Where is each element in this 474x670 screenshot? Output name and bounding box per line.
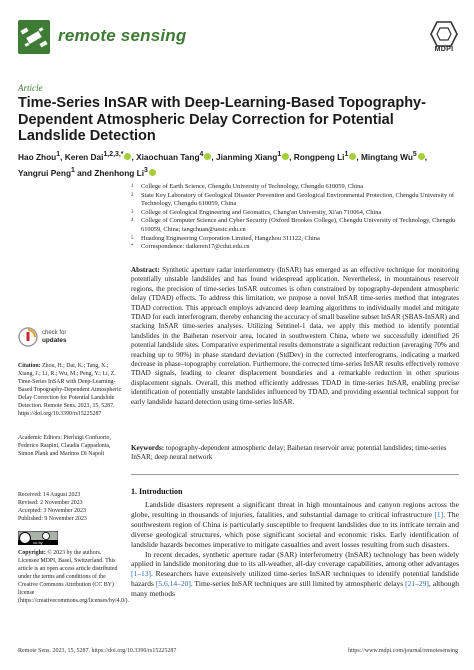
academic-editors: Academic Editors: Pierluigi Confuorto, Federico Raspini, Claudia Cappadonia, Simon Plank and Marinos Di Napoli bbox=[18, 435, 111, 457]
affiliation: 3 College of Geological Engineering and Geomatics, Chang'an University, Xi'an 710064, China bbox=[131, 208, 382, 216]
journal-name: remote sensing bbox=[58, 26, 187, 45]
affiliation: 2 State Key Laboratory of Geological Disaster Prevention and Geological Environmental Protection, Chengdu University of Technology, Chengdu 610059, China bbox=[131, 191, 455, 208]
check-updates-icon bbox=[18, 327, 38, 347]
abstract-label: Abstract: bbox=[131, 266, 160, 274]
author[interactable]: Yangrui Peng$^1$ bbox=[18, 166, 75, 178]
author[interactable]: Hao Zhou$^1$ bbox=[18, 151, 61, 162]
remote-sensing-logo-icon bbox=[18, 20, 50, 54]
author[interactable]: Xiaochuan Tang$^4$ bbox=[136, 152, 211, 162]
abstract-text: Synthetic aperture radar interferometry (InSAR) has emerged as an effective technique for monitoring potentially unstable landslides and has found widespread application. Nevertheless, in mountainous reservoir regions, the precision of time-series InSAR outcomes is often constrained by topography-dependent atmospheric delay (TDAD) effects. To address this limitation, we propose a novel InSAR time-series method that integrates TDAD correction. This approach employs advanced deep learning algorithms to individually model and mitigate TDAD for each interferogram, thereby enhancing the accuracy of small baseline subset InSAR (SBAS-InSAR) and stacking InSAR time-series analyses. Utilizing Sentinel-1 data, we apply this method to identify potential landslides in the Baihetan reservoir area, located in southwestern China, where we successfully identified 26 potential landslide sites. Comparative experimental results demonstrate a significant reduction (averaging 70% and reaching up to 90%) in phase standard deviation (StdDev) in the corrected interferograms, indicating a marked decrease in phase–topography correlation. Furthermore, the corrected time-series InSAR results effectively remove TDAD signals, leading to clearer displacement boundaries and a remarkable reduction in other spurious displacement signals. Overall, this method efficiently addresses TDAD in time-series InSAR, enabling precise identification of potentially unstable landslides influenced by TDAD, and providing essential technical support for early landslide hazard detection using time-series InSAR. bbox=[131, 266, 459, 406]
citation-label: Citation: bbox=[18, 363, 41, 369]
copyright-notice bbox=[18, 549, 129, 605]
check-updates-label: check for updates bbox=[42, 329, 67, 344]
orcid-icon[interactable] bbox=[149, 169, 156, 176]
affiliations bbox=[131, 183, 461, 252]
citation-block bbox=[18, 362, 122, 418]
orcid-icon[interactable] bbox=[349, 153, 356, 160]
paragraph: Landslide disasters represent a significant threat in high mountainous and canyon regions across the globe, resulting in thousands of injuries, fatalities, and substantial damage to critical infrastructure [1]. The southwestern region of China is particularly susceptible to frequent landslides due to its intricate terrain and diverse geological structures, which pose significant societal and economic risks. Early identification of landslide hazards becomes imperative to mitigate casualties and avert losses resulting from such disasters. bbox=[131, 500, 459, 549]
cc-by-license-icon[interactable] bbox=[18, 531, 58, 545]
orcid-icon[interactable] bbox=[282, 153, 289, 160]
citation-link[interactable]: [5,6,14–20] bbox=[155, 579, 191, 589]
footer-citation[interactable]: Remote Sens. 2023, 15, 5287. https://doi.org/10.3390/rs15225287 bbox=[18, 648, 177, 654]
cc-badge-text: cc by bbox=[33, 540, 43, 545]
author[interactable]: Jianming Xiang$^1$ bbox=[216, 152, 289, 162]
article-type: Article bbox=[18, 83, 43, 93]
author-list: Hao Zhou$^1$, Keren Dai$^{1,2,3,*}$ , Xiaochuan Tang$^4$ , Jianming Xiang$^1$ , Rongpeng Li$^1$ , Mingtang Wu$^5$ , Yangrui Peng$^1$ and Zhenhong Li$^3$ bbox=[18, 151, 428, 178]
correspondence: * Correspondence: daikeren17@cdut.edu.cn bbox=[131, 243, 250, 251]
mdpi-hexagon-icon bbox=[430, 21, 458, 47]
section-divider bbox=[131, 474, 459, 475]
publisher-logo bbox=[430, 21, 458, 53]
affiliation: 4 College of Computer Science and Cyber Security (Oxford Brookes College), Chengdu University of Technology, Chengdu 610059, China; tangchuan@uestc.edu.cn bbox=[131, 217, 456, 233]
citation-text: Zhou, H.; Dai, K.; Tang, X.; Xiang, J.; Li, R.; Wu, M.; Peng, Y.; Li, Z. Time-Series InSAR with Deep-Learning-Based Topography-Dependent Atmospheric Delay Correction for Potential Landslide Detection. Remote Sens. 2023, 15, 5287. https://doi.org/10.3390/rs15225287 bbox=[18, 363, 122, 417]
author[interactable]: Rongpeng Li$^1$ bbox=[294, 152, 357, 162]
received-date: Received: 14 August 2023 bbox=[18, 492, 81, 498]
keywords-label: Keywords: bbox=[131, 444, 165, 452]
affiliation: 1 College of Earth Science, Chengdu University of Technology, Chengdu 610059, China bbox=[131, 183, 364, 190]
section-heading: 1. Introduction bbox=[131, 487, 183, 496]
accepted-date: Accepted: 3 November 2023 bbox=[18, 508, 86, 514]
introduction-body bbox=[131, 500, 459, 599]
orcid-icon[interactable] bbox=[204, 153, 211, 160]
footer-journal-url[interactable]: https://www.mdpi.com/journal/remotesensing bbox=[348, 648, 458, 654]
publication-dates bbox=[18, 491, 122, 523]
author[interactable]: Zhenhong Li$^3$ bbox=[94, 168, 156, 178]
paragraph: In recent decades, synthetic aperture radar (SAR) interferometry (InSAR) technology has been widely applied in landslide monitoring due to its all-weather, all-day coverage capabilities, among other advantages [1–13]. Researchers have extensively utilized time-series InSAR techniques to identify potential landslide hazards [5,6,14–20]. Time-series InSAR techniques are still limited by atmospheric delays [21–29], although many methods bbox=[131, 549, 459, 599]
publisher-name: MDPI bbox=[434, 46, 454, 53]
affiliation: 5 Huadong Engineering Corporation Limited, Hangzhou 311122, China bbox=[131, 234, 320, 242]
published-date: Published: 9 November 2023 bbox=[18, 516, 87, 522]
citation-link[interactable]: [1–13] bbox=[131, 569, 151, 579]
revised-date: Revised: 2 November 2023 bbox=[18, 500, 83, 506]
article-title: Time-Series InSAR with Deep-Learning-Based Topography-Dependent Atmospheric Delay Correction for Potential Landslide Detection bbox=[18, 95, 426, 144]
keywords-text: topography-dependent atmospheric delay; Baihetan reservoir area; potential landslides; time-series InSAR; deep neural network bbox=[131, 444, 447, 462]
orcid-icon[interactable] bbox=[124, 153, 131, 160]
copyright-label: Copyright: bbox=[18, 550, 46, 556]
copyright-text: © 2023 by the authors. Licensee MDPI, Basel, Switzerland. This article is an open access article distributed under the terms and conditions of the Creative Commons Attribution (CC BY) license (https://creativecommons.org/licenses/by/4.0/). bbox=[18, 550, 129, 604]
check-for-updates-button[interactable] bbox=[18, 327, 67, 347]
keywords bbox=[131, 444, 459, 463]
author[interactable]: Mingtang Wu$^5$ bbox=[361, 152, 425, 162]
orcid-icon[interactable] bbox=[418, 153, 425, 160]
citation-link[interactable]: [21–29] bbox=[405, 579, 429, 589]
author[interactable]: Keren Dai$^{1,2,3,*}$ bbox=[65, 152, 132, 162]
abstract bbox=[131, 266, 459, 407]
citation-link[interactable]: [1] bbox=[434, 509, 444, 519]
